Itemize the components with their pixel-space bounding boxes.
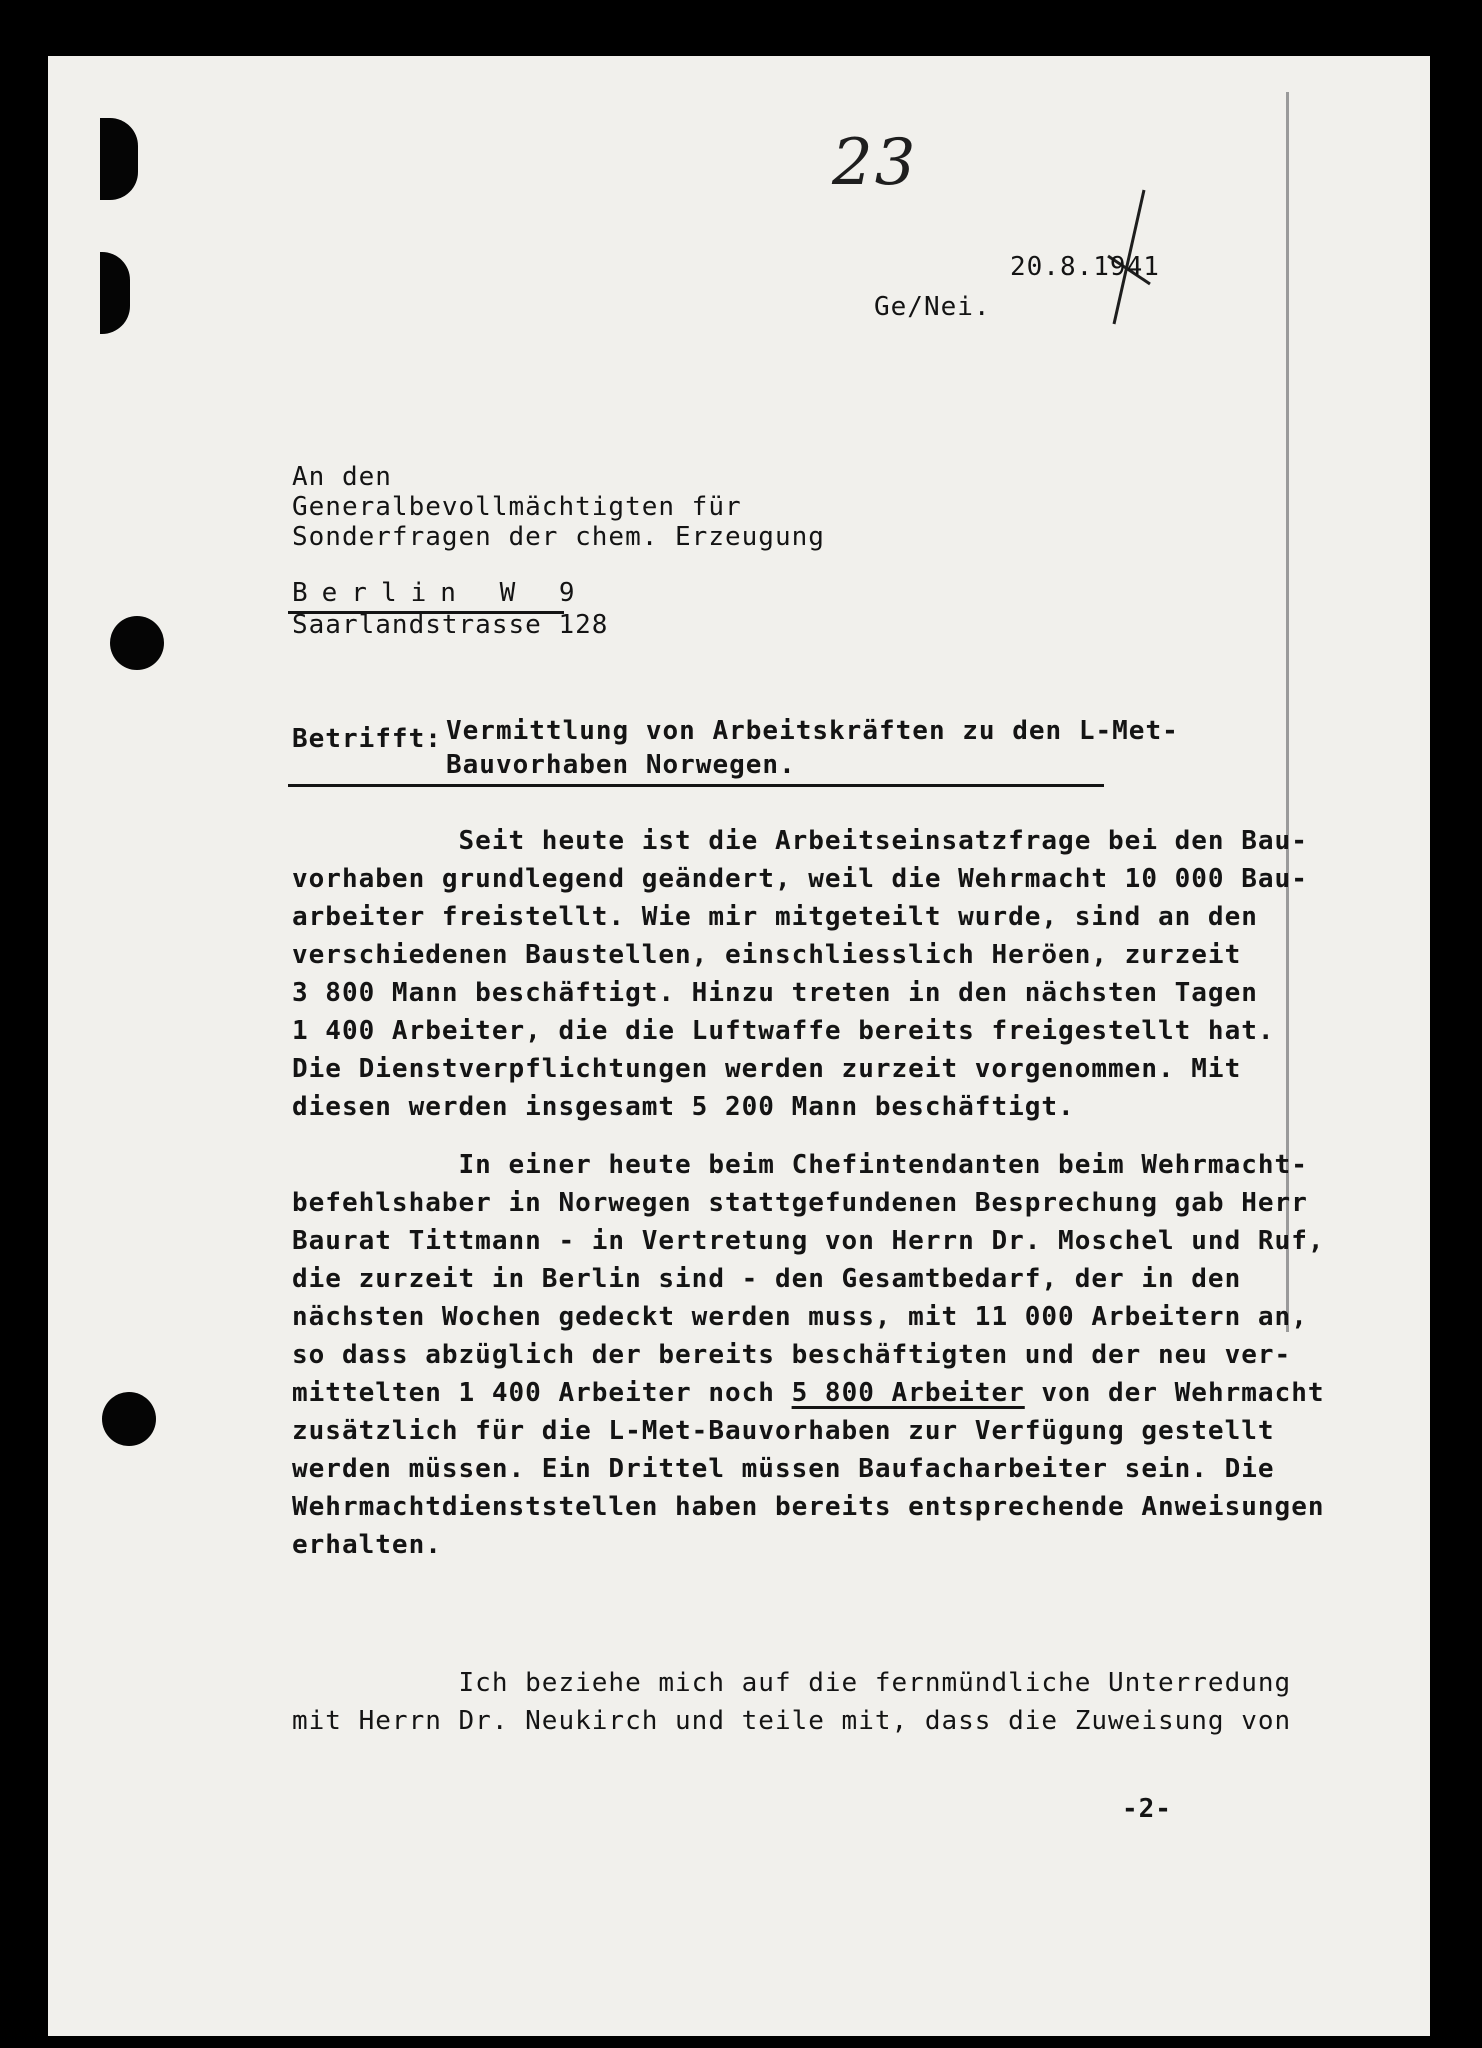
recipient-street: Saarlandstrasse 128 [292, 610, 609, 640]
recipient-address [292, 462, 825, 552]
binding-mark-top [100, 118, 138, 200]
subject-label: Betrifft: [292, 724, 442, 754]
recipient-city: Berlin W 9 [292, 578, 589, 608]
punch-hole-top [110, 616, 164, 670]
folio-number: 23 [832, 126, 918, 200]
p3-line: mit Herrn Dr. Neukirch und teile mit, dass die Zuweisung von [292, 1706, 1292, 1736]
reference-code: Ge/Nei. [874, 292, 991, 322]
p1-line: vorhaben grundlegend geändert, weil die Wehrmacht 10 000 Bau- [292, 864, 1308, 894]
p1-line: arbeiter freistellt. Wie mir mitgeteilt wurde, sind an den [292, 902, 1258, 932]
p1-line: 1 400 Arbeiter, die die Luftwaffe bereits freigestellt hat. [292, 1016, 1275, 1046]
p2-line: Wehrmachtdienststellen haben bereits entsprechende Anweisungen [292, 1492, 1325, 1522]
subject-underline [288, 784, 1104, 787]
paragraph-3 [292, 1664, 1292, 1740]
p2-line: In einer heute beim Chefintendanten beim Wehrmacht- [292, 1150, 1308, 1180]
p1-line: 3 800 Mann beschäftigt. Hinzu treten in den nächsten Tagen [292, 978, 1258, 1008]
p2-line: Baurat Tittmann - in Vertretung von Herrn Dr. Moschel und Ruf, [292, 1226, 1325, 1256]
subject-line-1: Vermittlung von Arbeitskräften zu den L-Met- [446, 716, 1179, 746]
p2-line-with-underline [292, 1374, 1325, 1412]
p1-line: Die Dienstverpflichtungen werden zurzeit vorgenommen. Mit [292, 1054, 1242, 1084]
paragraph-1 [292, 822, 1308, 1126]
p2-line: zusätzlich für die L-Met-Bauvorhaben zur Verfügung gestellt [292, 1416, 1275, 1446]
address-line-2: Generalbevollmächtigten für [292, 492, 742, 522]
address-line-3: Sonderfragen der chem. Erzeugung [292, 522, 825, 552]
page-continuation-marker: -2- [1122, 1794, 1172, 1824]
p2-line-end: von der Wehrmacht [1024, 1378, 1325, 1408]
document-page [48, 56, 1430, 2036]
underlined-worker-count: 5 800 Arbeiter [791, 1378, 1025, 1408]
p1-line: diesen werden insgesamt 5 200 Mann beschäftigt. [292, 1092, 1075, 1122]
binding-mark-middle [100, 252, 130, 334]
p1-line: verschiedenen Baustellen, einschliesslich Heröen, zurzeit [292, 940, 1242, 970]
subject-line-2: Bauvorhaben Norwegen. [446, 750, 796, 780]
paragraph-2 [292, 1146, 1325, 1564]
letter-date: 20.8.1941 [1010, 252, 1160, 282]
p2-line-start: mittelten 1 400 Arbeiter noch [292, 1378, 792, 1408]
p2-line: befehlshaber in Norwegen stattgefundenen Besprechung gab Herr [292, 1188, 1308, 1218]
p2-line: die zurzeit in Berlin sind - den Gesamtbedarf, der in den [292, 1264, 1242, 1294]
p2-line: erhalten. [292, 1530, 442, 1560]
p2-line: werden müssen. Ein Drittel müssen Baufacharbeiter sein. Die [292, 1454, 1275, 1484]
p2-line: nächsten Wochen gedeckt werden muss, mit 11 000 Arbeitern an, [292, 1302, 1308, 1332]
p3-line: Ich beziehe mich auf die fernmündliche Unterredung [292, 1668, 1292, 1698]
address-line-1: An den [292, 462, 392, 492]
p2-line: so dass abzüglich der bereits beschäftigten und der neu ver- [292, 1340, 1292, 1370]
punch-hole-bottom [102, 1392, 156, 1446]
p1-line: Seit heute ist die Arbeitseinsatzfrage bei den Bau- [292, 826, 1308, 856]
